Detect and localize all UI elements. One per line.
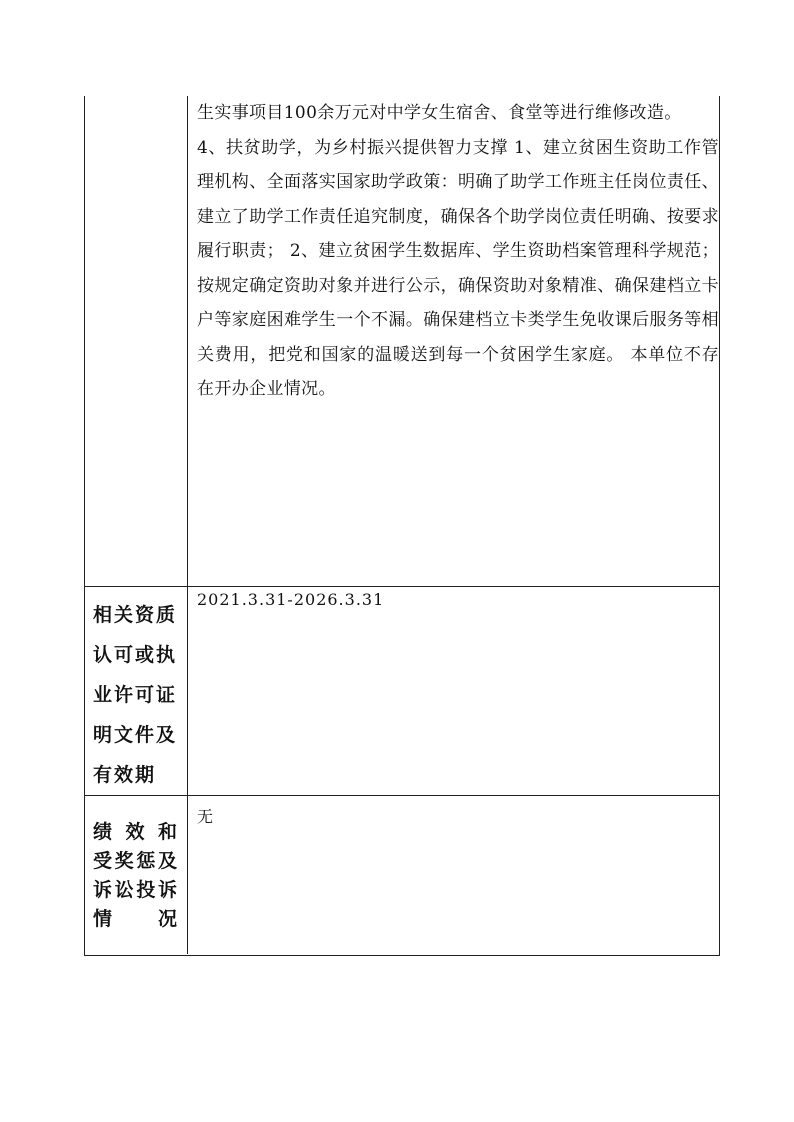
description-text [197,96,719,407]
performance-content-cell [188,796,719,954]
paragraph-4: 4、扶贫助学，为乡村振兴提供智力支撑 1、建立贫困生资助工作管理机构、全面落实国家助学政策：明确了助学工作班主任岗位责任、建立了助学工作责任追究制度，确保各个助学岗位责任明确、按要求履行职责； 2、建立贫困学生数据库、学生资助档案管理科学规范；按规定确定资助对象并进行公示，确保资助对象精准、确保建档立卡户等家庭困难学生一个不漏。确保建档立卡类学生免收课后服务等相关费用，把党和国家的温暖送到每一个贫困学生家庭。 本单位不存在开办企业情况。 [197,137,719,399]
qualification-label [93,595,179,795]
performance-label [93,818,179,934]
description-content-cell [188,96,719,586]
qualification-label-cell [85,587,188,795]
label-line: 业许可证 [93,684,178,706]
paragraph-continuation: 生实事项目100余万元对中学女生宿舍、食堂等进行维修改造。 [197,103,682,123]
description-label-cell [85,96,188,586]
label-line: 相关资质 [93,604,178,626]
performance-value: 无 [197,807,214,826]
label-line: 诉讼投诉 [93,879,179,901]
qualification-row [85,586,719,795]
label-line: 受奖惩及 [93,850,179,872]
label-line: 明文件及 [93,724,178,746]
label-line: 有效期 [93,764,157,786]
description-row [85,96,719,586]
qualification-content-cell [188,587,719,795]
performance-label-cell [85,796,188,954]
label-line: 情 况 [93,908,179,930]
info-form-table [84,96,720,956]
label-line: 认可或执 [93,644,178,666]
label-line: 绩 效 和 [93,821,179,843]
validity-period: 2021.3.31-2026.3.31 [197,590,385,609]
performance-row [85,795,719,954]
